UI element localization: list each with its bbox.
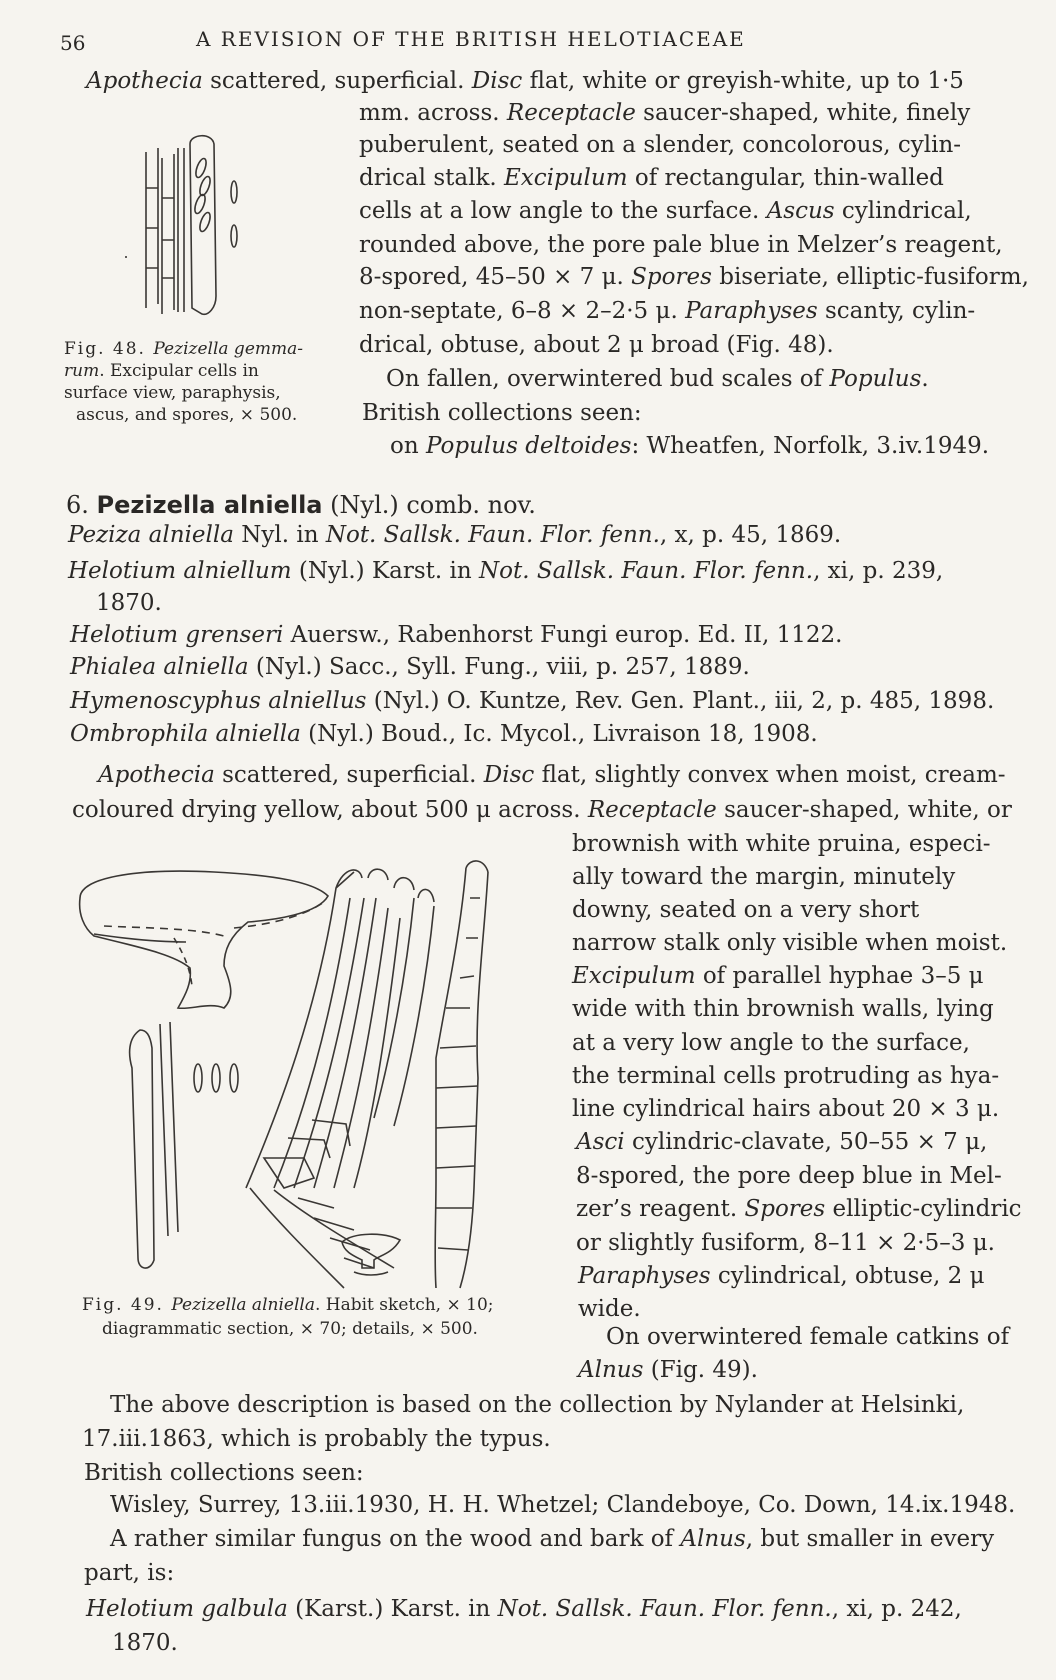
figure-49-drawing bbox=[74, 858, 552, 1298]
page-number: 56 bbox=[60, 31, 86, 55]
figure-48-drawing bbox=[110, 128, 270, 328]
running-title: A REVISION OF THE BRITISH HELOTIACEAE bbox=[196, 27, 746, 51]
species6-heading: 6. Pezizella alniella (Nyl.) comb. nov. bbox=[66, 491, 536, 519]
book-page: 56 A REVISION OF THE BRITISH HELOTIACEAE Apothecia scattered, superficial. Disc flat, white or greyish-white, up to 1·5 mm. across. Receptacle saucer-shaped, white, finely puberulent, seated on a slender, concolorous, cylin- drical stalk. Excipulum of rectangular, thin-walled cells at a low angle to the surface. Ascus cylindrical, rounded above, the pore pale blue in Melzer’s reagent, 8-spored, 45–50 × 7 μ. Spores biseriate, elliptic-fusiform, non-septate, 6–8 × 2–2·5 μ. Paraphyses scanty, cylin- drical, obtuse, about 2 μ broad (Fig. 48). On fallen, overwintered bud scales of Populus. British collections seen: on Populus deltoides: Wheatfen, Norfolk, 3.iv.1949. Fig. 48. Pezizella gemma- rum. Excipular cells in surface view, paraphysis, ascus, and spores, × 500. 6. Pezizella alniella (Nyl.) comb. nov. Peziza alniella Nyl. in Not. Sallsk. Faun. Flor. fenn., x, p. 45, 1869. Helotium alniellum (Nyl.) Karst. in Not. Sallsk. Faun. Flor. fenn., xi, p. 239, 1870. Helotium grenseri Auersw., Rabenhorst Fungi europ. Ed. II, 1122. Phialea alniella (Nyl.) Sacc., Syll. Fung., viii, p. 257, 1889. Hymenoscyphus alniellus (Nyl.) O. Kuntze, Rev. Gen. Plant., iii, 2, p. 485, 1898. Ombrophila alniella (Nyl.) Boud., Ic. Mycol., Livraison 18, 1908. Apothecia scattered, superficial. Disc flat, slightly convex when moist, cream- coloured drying yellow, about 500 μ across. Receptacle saucer-shaped, white, or brownish with white pruina, especi- ally toward the margin, minutely downy, seated on a very short narrow stalk only visible when moist. Excipulum of parallel hyphae 3–5 μ wide with thin brownish walls, lying at a very low angle to the surface, the terminal cells protruding as hya- line cylindrical hairs about 20 × 3 μ. Asci cylindric-clavate, 50–55 × 7 μ, 8-spored, the pore deep blue in Mel- zer’s reagent. Spores elliptic-cylindric or slightly fusiform, 8–11 × 2·5–3 μ. Paraphyses cylindrical, obtuse, 2 μ wide. On overwintered female catkins of Alnus (Fig. 49). Fig. 49. Pezizella alniella. Habit sketch, × 10; diagrammatic section, × 70; details, × 500. The above description is based on the collection by Nylander at Helsinki, 17.iii.1863, which is probably the typus. British collections seen: Wisley, Surrey, 13.iii.1930, H. H. Whetzel; Clandeboye, Co. Down, 14.ix.1948. A rather similar fungus on the wood and bark of Alnus, but smaller in every part, is: Helotium galbula (Karst.) Karst. in Not. Sallsk. Faun. Flor. fenn., xi, p. 242, 1870. bbox=[0, 0, 1056, 1680]
